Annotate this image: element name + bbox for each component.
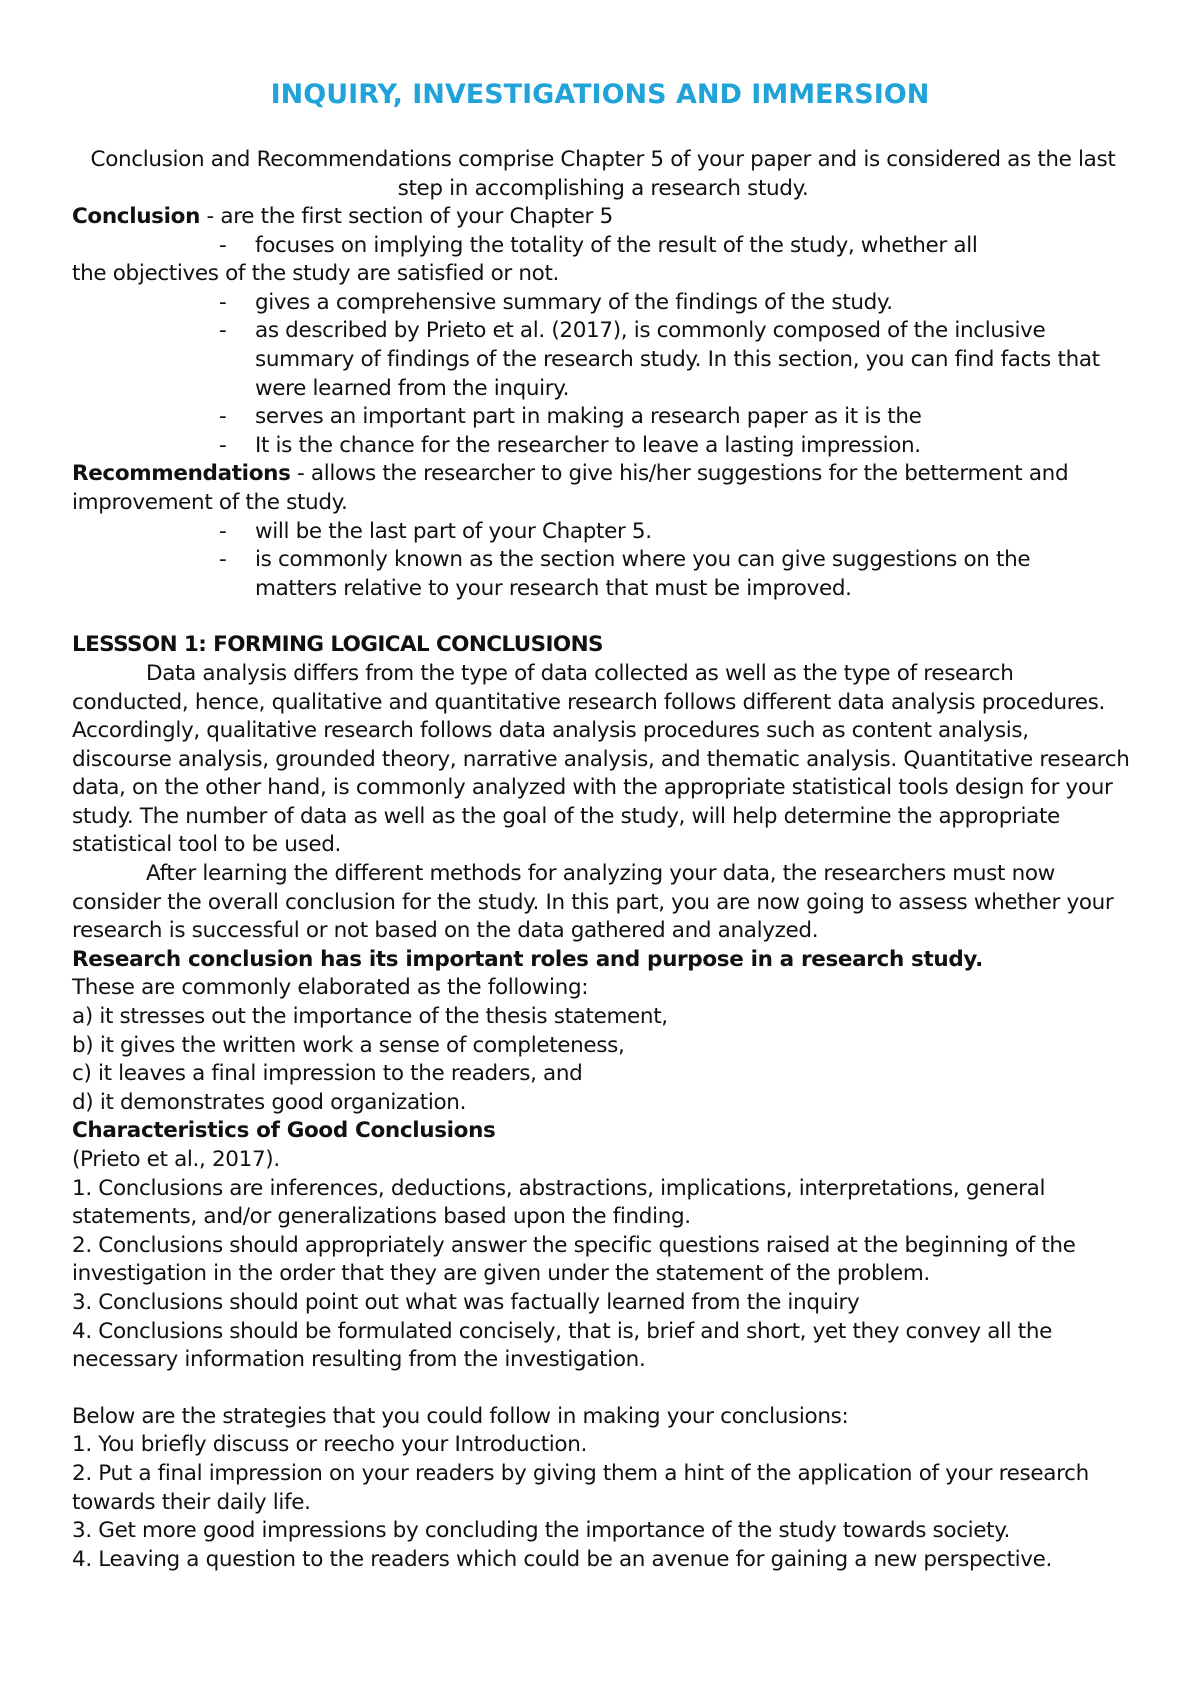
recommendations-item-text: will be the last part of your Chapter 5. <box>255 518 652 544</box>
paragraph-gap <box>72 1375 1132 1403</box>
dash-bullet: - <box>219 432 227 458</box>
characteristic-item: 1. Conclusions are inferences, deductions, abstractions, implications, interpretations, general statements, and/or generalizations based upon the finding. <box>72 1175 1046 1230</box>
dash-bullet: - <box>219 289 227 315</box>
lesson-paragraph: Data analysis differs from the type of data collected as well as the type of research conducted, hence, qualitative and quantitative research follows different data analysis procedures. Accordingly, qualitative research follows data analysis procedures such as content analysis, discourse analysis, grounded theory, narrative analysis, and thematic analysis. Quantitative research data, on the other hand, is commonly analyzed with the appropriate statistical tools design for your study. The number of data as well as the goal of the study, will help determine the appropriate statistical tool to be used. <box>72 660 1130 858</box>
dash-bullet: - <box>219 318 227 344</box>
recommendations-item <box>72 518 1132 547</box>
recommendations-definition-text: - allows the researcher to give his/her suggestions for the betterment and improvement of the study. <box>72 461 1069 515</box>
dash-bullet: - <box>219 232 227 258</box>
strategy-item: 2. Put a final impression on your readers by giving them a hint of the application of your research towards their daily life. <box>72 1460 1089 1515</box>
conclusion-item-continuation: the objectives of the study are satisfied or not. <box>72 261 560 287</box>
conclusion-term: Conclusion <box>72 204 201 229</box>
conclusion-item <box>72 432 1132 461</box>
recommendations-definition <box>72 460 1132 517</box>
recommendations-item-text: is commonly known as the section where you can give suggestions on the matters relative to your research that must be improved. <box>255 547 1031 601</box>
conclusion-item <box>72 232 1132 261</box>
document-body <box>72 203 1132 1574</box>
lesson-heading: LESSSON 1: FORMING LOGICAL CONCLUSIONS <box>72 632 603 658</box>
recommendations-item <box>72 546 1132 603</box>
conclusion-item-text: focuses on implying the totality of the result of the study, whether all <box>255 232 978 258</box>
conclusion-item <box>72 403 1132 432</box>
page-title: INQUIRY, INVESTIGATIONS AND IMMERSION <box>270 79 930 110</box>
dash-bullet: - <box>219 547 227 573</box>
dash-bullet: - <box>219 518 227 544</box>
conclusion-item <box>72 317 1132 403</box>
strategy-item: 3. Get more good impressions by concluding the importance of the study towards society. <box>72 1518 1011 1544</box>
characteristic-item: 3. Conclusions should point out what was factually learned from the inquiry <box>72 1289 860 1315</box>
characteristic-item: 4. Conclusions should be formulated concisely, that is, brief and short, yet they convey all the necessary information resulting from the investigation. <box>72 1318 1052 1373</box>
conclusion-item-text: gives a comprehensive summary of the findings of the study. <box>255 289 893 315</box>
lesson-paragraph: After learning the different methods for analyzing your data, the researchers must now consider the overall conclusion for the study. In this part, you are now going to assess whether your research is successful or not based on the data gathered and analyzed. <box>72 861 1114 944</box>
role-item: c) it leaves a final impression to the readers, and <box>72 1061 583 1087</box>
characteristics-source: (Prieto et al., 2017). <box>72 1147 280 1172</box>
strategies-intro: Below are the strategies that you could follow in making your conclusions: <box>72 1403 849 1429</box>
role-item: a) it stresses out the importance of the thesis statement, <box>72 1004 668 1030</box>
strategy-item: 4. Leaving a question to the readers which could be an avenue for gaining a new perspective. <box>72 1546 1053 1572</box>
characteristic-item: 2. Conclusions should appropriately answer the specific questions raised at the beginning of the investigation in the order that they are given under the statement of the problem. <box>72 1232 1076 1287</box>
conclusion-item-text: serves an important part in making a research paper as it is the <box>255 404 922 430</box>
role-item: b) it gives the written work a sense of completeness, <box>72 1032 625 1058</box>
roles-heading: Research conclusion has its important roles and purpose in a research study. <box>72 946 983 972</box>
conclusion-item <box>72 289 1132 318</box>
intro-paragraph: Conclusion and Recommendations comprise Chapter 5 of your paper and is considered as the last step in accomplishing a research study. <box>90 147 1116 201</box>
strategy-item: 1. You briefly discuss or reecho your Introduction. <box>72 1432 587 1458</box>
roles-intro: These are commonly elaborated as the following: <box>72 975 589 1001</box>
characteristics-heading: Characteristics of Good Conclusions <box>72 1118 496 1144</box>
recommendations-term: Recommendations <box>72 461 291 487</box>
conclusion-item-text: It is the chance for the researcher to leave a lasting impression. <box>255 432 921 458</box>
role-item: d) it demonstrates good organization. <box>72 1089 467 1115</box>
conclusion-definition <box>72 203 1132 232</box>
conclusion-definition-text: - are the first section of your Chapter 5 <box>200 204 613 229</box>
dash-bullet: - <box>219 404 227 430</box>
conclusion-item-text: as described by Prieto et al. (2017), is commonly composed of the inclusive summary of findings of the research study. In this section, you can find facts that were learned from the inquiry. <box>255 318 1100 401</box>
